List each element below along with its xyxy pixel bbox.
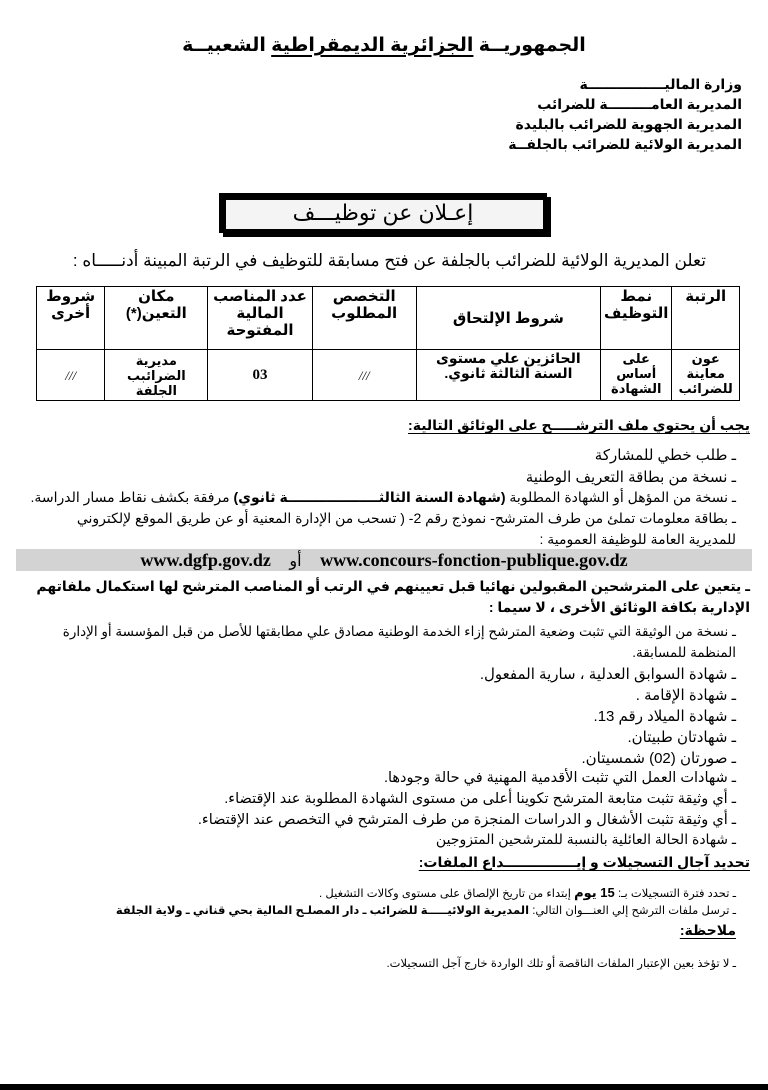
- cell-conditions: الحائزين علي مستوى السنة الثالثة ثانوي.: [416, 350, 600, 401]
- qualification-bold: (شهادة السنة الثالثـــــــــــــــــــة ثانوي): [233, 489, 506, 505]
- qualification-prefix: ـ نسخة من المؤهل أو الشهادة المطلوبة: [505, 489, 736, 505]
- cell-rank: عون معاينة للضرائب: [672, 350, 740, 401]
- col-header-specialty: التخصص المطلوب: [312, 287, 416, 350]
- col-header-location: مكان التعين(*): [105, 287, 208, 350]
- ministry-line: المديرية الجهوية للضرائب بالبليدة: [515, 116, 742, 132]
- website-link-concours[interactable]: www.concours-fonction-publique.gov.dz: [320, 550, 628, 570]
- republic-heading: [0, 34, 768, 57]
- additional-docs-intro: ـ يتعين على المترشحين المقبولين نهائيا قبل تعيينهم في الرتب أو المناصب المترشح لها استكمال ملفاتهم الإدارية بكافة الوثائق الأخرى ، لا سيما :: [36, 578, 750, 615]
- list-item-national-service: ـ نسخة من الوثيقة التي تثبت وضعية المترشح إزاء الخدمة الوطنية مصادق علي مطابقتها للأصل من قبل المؤسسة أو الإدارة المنظمة للمسابقة.: [62, 624, 736, 660]
- websites-or: أو: [289, 553, 302, 570]
- address-prefix: ـ ترسل ملفات الترشح إلي العنـــوان التالي:: [529, 905, 736, 917]
- period-suffix: إبتداء من تاريخ الإلصاق على مستوى وكالات التشغيل .: [319, 888, 575, 900]
- list-item: ـ شهادة الحالة العائلية بالنسبة للمترشحين المتزوجين: [435, 831, 736, 847]
- file-contents-title: يجب أن يحتوي ملف الترشـــــح على الوثائق التالية:: [408, 417, 750, 433]
- period-days: 15 يوم: [574, 885, 615, 900]
- address-value: المديرية الولائيـــــة للضرائب ـ دار المصلـح المالية بحي قناني ـ ولاية الجلفة: [115, 905, 530, 917]
- ministry-block: [508, 74, 742, 154]
- cell-mode: على أساس الشهادة: [601, 350, 672, 401]
- period-prefix: ـ تحدد فترة التسجيلات بـ:: [614, 888, 736, 900]
- qualification-suffix: مرفقة بكشف نقاط مسار الدراسة.: [30, 489, 234, 505]
- list-item: ـ أي وثيقة تثبت متابعة المترشح تكوينا أعلى من مستوى الشهادة المطلوبة عند الإقتضاء.: [224, 791, 736, 807]
- col-header-rank: الرتبة: [672, 287, 740, 350]
- note-text: ـ لا تؤخذ بعين الإعتبار الملفات الناقصة أو تلك الواردة خارج آجل التسجيلات.: [386, 958, 736, 970]
- ministry-line: وزارة الماليــــــــــــــــة: [579, 76, 742, 92]
- list-item: ـ صورتان (02) شمسيتان.: [581, 750, 736, 767]
- table-header-row: [37, 287, 740, 350]
- col-header-positions: عدد المناصب المالية المفتوحة: [208, 287, 312, 350]
- republic-word-2: الجزائرية الديمقراطية: [271, 35, 474, 56]
- cell-other: ///: [37, 350, 105, 401]
- jobs-table: [36, 286, 740, 401]
- note-title: ملاحظة:: [679, 922, 736, 938]
- republic-word-3: الشعبيــة: [182, 35, 266, 56]
- cell-location: مديرية الضرائبب الجلفة: [105, 350, 208, 401]
- list-item: ـ طلب خطي للمشاركة: [594, 447, 736, 464]
- deadline-address: [116, 903, 736, 917]
- websites-bar: [16, 549, 752, 571]
- col-header-mode: نمط التوظيف: [601, 287, 672, 350]
- list-item-qualification: [30, 489, 736, 506]
- ministry-line: المديرية الولائية للضرائب بالجلفــة: [508, 136, 742, 152]
- list-item: ـ شهادة الميلاد رقم 13.: [593, 708, 736, 725]
- deadline-period: [319, 885, 736, 901]
- announcement-title-box: [219, 193, 547, 233]
- announcement-title: إعـلان عن توظيـــف: [292, 200, 474, 225]
- list-item: ـ نسخة من بطاقة التعريف الوطنية: [525, 469, 736, 486]
- announcement-intro: تعلن المديرية الولائية للضرائب بالجلفة عن فتح مسابقة للتوظيف في الرتبة المبينة أدنـــــاه :: [72, 251, 706, 270]
- cell-specialty: ///: [312, 350, 416, 401]
- website-link-dgfp[interactable]: www.dgfp.gov.dz: [140, 550, 271, 570]
- deadlines-title: تحديد آجال التسجيلات و إيـــــــــــــــداع الملفات:: [418, 854, 750, 870]
- list-item: ـ شهادتان طبيتان.: [627, 729, 736, 746]
- list-item: ـ شهادات العمل التي تثبت الأقدمية المهنية في حالة وجودها.: [383, 770, 736, 786]
- table-row: [37, 350, 740, 401]
- list-item: ـ شهادة السوابق العدلية ، سارية المفعول.: [479, 666, 736, 683]
- list-item: ـ أي وثيقة تثبت الأشغال و الدراسات المنجزة من طرف المترشح في التخصص عند الإقتضاء.: [197, 812, 736, 828]
- republic-word-1: الجمهوريــة: [478, 35, 586, 56]
- ministry-line: المديرية العامـــــــــة للضرائب: [537, 96, 742, 112]
- bottom-border: [0, 1084, 768, 1090]
- list-item-info-card: ـ بطاقة معلومات تملئ من طرف المترشح- نموذج رقم 2- ( تسحب من الإدارة المعنية أو عن طريق الموقع لإلكتروني للمديرية العامة للوظيفة العمومية :: [76, 510, 736, 547]
- cell-positions: 03: [208, 350, 312, 401]
- list-item: ـ شهادة الإقامة .: [635, 687, 736, 704]
- col-header-other: شروط أخرى: [37, 287, 105, 350]
- col-header-conditions: شروط الإلتحاق: [416, 287, 600, 350]
